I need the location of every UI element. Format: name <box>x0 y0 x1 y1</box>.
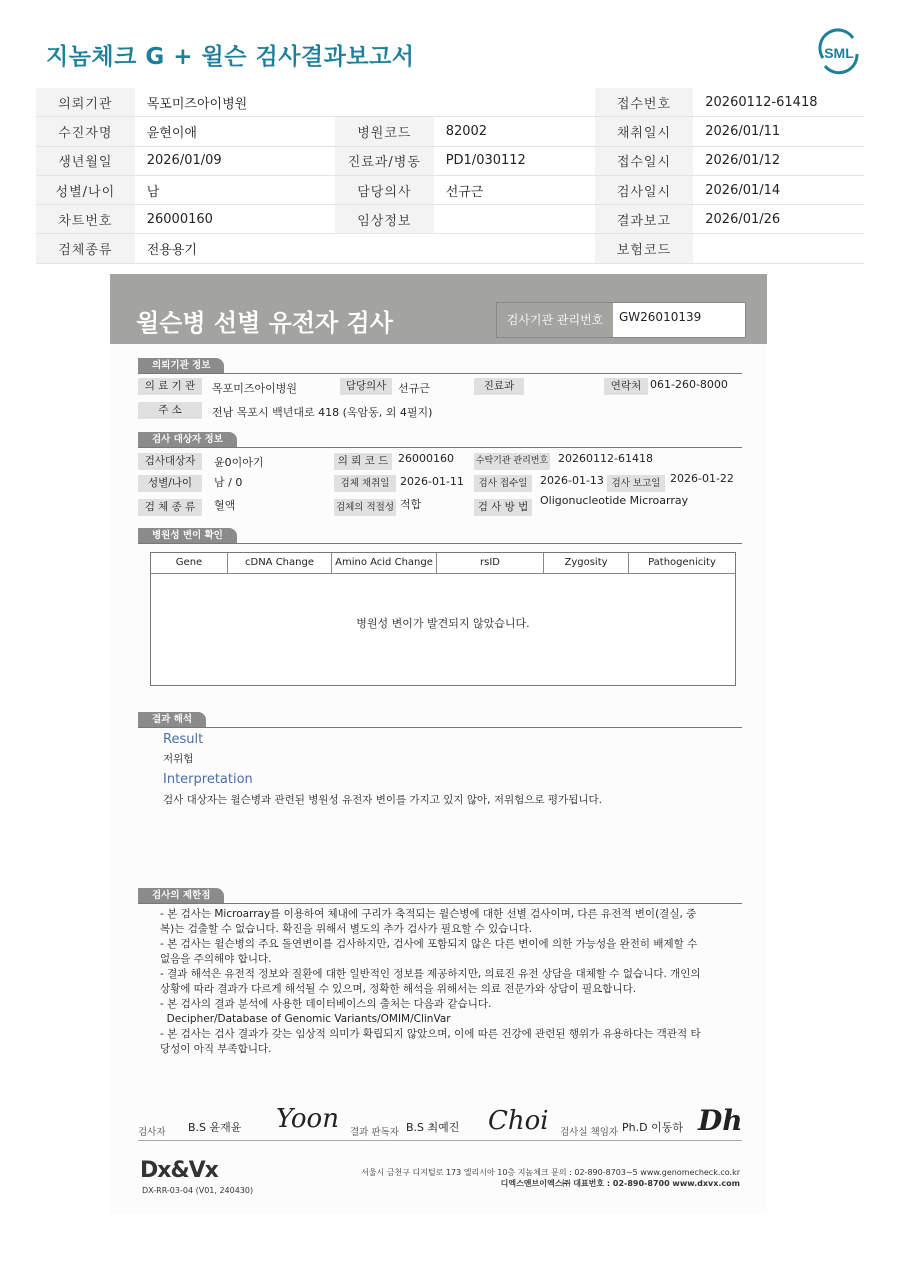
section-interpretation: 결과 해석 <box>138 712 206 727</box>
column-header: Gene <box>151 553 228 574</box>
header-value: PD1/030112 <box>434 146 595 175</box>
column-header: rsID <box>437 553 544 574</box>
specimen-label: 검 체 종 류 <box>138 499 202 516</box>
control-number-value: GW26010139 <box>619 310 702 324</box>
no-variant-message: 병원성 변이가 발견되지 않았습니다. <box>356 617 530 630</box>
limitation-line: - 본 검사는 검사 결과가 갖는 임상적 의미가 확립되지 않았으며, 이에 따른 건강에 관련된 행위가 유용하다는 객관적 타 <box>160 1028 701 1040</box>
limitation-line: 없음을 주의해야 합니다. <box>160 953 272 965</box>
sml-logo <box>815 28 863 76</box>
header-row <box>36 205 864 234</box>
header-value: 26000160 <box>135 205 335 234</box>
section-limitations: 검사의 제한점 <box>138 888 224 903</box>
header-label: 수진자명 <box>36 117 135 146</box>
header-value: 20260112-61418 <box>693 88 864 117</box>
limitations-list <box>160 907 740 1057</box>
interpretation-text: 검사 대상자는 윌슨병과 관련된 병원성 유전자 변이를 가지고 있지 않아, 저위험으로 평가됩니다. <box>163 794 602 806</box>
header-row <box>36 117 864 146</box>
header-label: 의뢰기관 <box>36 88 135 117</box>
header-label: 접수번호 <box>595 88 694 117</box>
subject-name-label: 검사대상자 <box>138 453 202 470</box>
method-label: 검 사 방 법 <box>474 499 532 516</box>
header-row <box>36 234 864 263</box>
footer-company: 디엑스앤브이엑스㈜ 대표번호 : 02-890-8700 www.dxvx.com <box>500 1179 740 1188</box>
header-label: 성별/나이 <box>36 175 135 204</box>
header-label: 병원코드 <box>335 117 434 146</box>
section-subject: 검사 대상자 정보 <box>138 432 237 447</box>
section-divider <box>138 543 742 544</box>
header-label: 담당의사 <box>335 175 434 204</box>
tester-signature: Yoon <box>276 1104 339 1134</box>
section-divider <box>138 447 742 448</box>
subject-name: 윤0이아기 <box>214 456 264 469</box>
director-label: 검사실 책임자 <box>560 1127 619 1138</box>
sex-age-value: 남 / 0 <box>214 476 243 489</box>
header-label: 차트번호 <box>36 205 135 234</box>
header-value: 2026/01/11 <box>693 117 864 146</box>
address-value: 전남 목포시 백년대로 418 (옥암동, 외 4필지) <box>212 406 433 419</box>
section-institution: 의뢰기관 정보 <box>138 358 224 373</box>
header-value: 윤현이애 <box>135 117 335 146</box>
section-divider <box>138 903 742 904</box>
limitation-line: - 본 검사의 결과 분석에 사용한 데이터베이스의 출처는 다음과 같습니다. <box>160 998 492 1010</box>
column-header: cDNA Change <box>228 553 332 574</box>
header-value: 2026/01/12 <box>693 146 864 175</box>
contact-label: 연락처 <box>604 378 648 395</box>
interpretation-heading: Interpretation <box>163 772 253 787</box>
header-label: 생년월일 <box>36 146 135 175</box>
header-label: 보험코드 <box>595 234 694 263</box>
limitation-line: 상황에 따라 결과가 다르게 해석될 수 있으며, 정확한 해석을 위해서는 의료 전문가와 상담이 필요합니다. <box>160 983 637 995</box>
limitation-line: 당성이 아직 부족합니다. <box>160 1043 272 1055</box>
scanned-report <box>110 274 767 1214</box>
director-signature: Dh <box>698 1104 743 1137</box>
header-label: 접수일시 <box>595 146 694 175</box>
column-header: Pathogenicity <box>629 553 735 574</box>
column-header: Amino Acid Change <box>332 553 437 574</box>
header-value: 남 <box>135 175 335 204</box>
header-label: 검체종류 <box>36 234 135 263</box>
header-value: 전용용기 <box>135 234 335 263</box>
report-banner <box>110 274 767 344</box>
header-label: 검사일시 <box>595 175 694 204</box>
result-value: 저위험 <box>163 753 194 765</box>
reported-date-label: 검사 보고일 <box>607 475 665 492</box>
accept-number-label: 수탁기관 관리번호 <box>474 453 550 470</box>
specimen-value: 혈액 <box>214 499 236 512</box>
column-header: Zygosity <box>544 553 629 574</box>
doctor-name: 선규근 <box>398 382 430 395</box>
header-value <box>434 234 595 263</box>
director-name: Ph.D 이동하 <box>622 1121 683 1134</box>
limitation-line: - 본 검사는 윌슨병의 주요 돌연변이를 검사하지만, 검사에 포함되지 않은 다른 변이에 의한 가능성을 완전히 배제할 수 <box>160 938 698 950</box>
section-divider <box>138 373 742 374</box>
reader-signature: Choi <box>488 1106 549 1136</box>
tester-name: B.S 윤재윤 <box>188 1121 242 1134</box>
header-value <box>434 88 595 117</box>
received-date-label: 검사 접수일 <box>474 475 532 492</box>
collect-date-label: 검체 채취일 <box>334 475 396 492</box>
banner-title: 윌슨병 선별 유전자 검사 <box>136 309 393 337</box>
request-code-label: 의 뢰 코 드 <box>334 453 392 470</box>
limitation-line: Decipher/Database of Genomic Variants/OMIM/ClinVar <box>160 1013 451 1025</box>
variant-table <box>150 552 736 686</box>
accept-number: 20260112-61418 <box>558 452 653 465</box>
header-value: 2026/01/09 <box>135 146 335 175</box>
header-row <box>36 175 864 204</box>
header-label <box>335 234 434 263</box>
reader-name: B.S 최예진 <box>406 1121 460 1134</box>
header-label: 임상정보 <box>335 205 434 234</box>
header-value: 2026/01/14 <box>693 175 864 204</box>
report-title: 지놈체크 G + 윌슨 검사결과보고서 <box>46 44 415 70</box>
limitation-line: - 본 검사는 Microarray를 이용하여 체내에 구리가 축적되는 윌슨병에 대한 선별 검사이며, 다른 유전적 변이(결실, 중 <box>160 908 697 920</box>
dxvx-brand-logo: Dx&Vx <box>140 1158 218 1183</box>
limitation-line: 복)는 검출할 수 없습니다. 확진을 위해서 별도의 추가 검사가 필요할 수 있습니다. <box>160 923 533 935</box>
specimen-fitness: 적합 <box>400 498 422 511</box>
institution-name: 목포미즈아이병원 <box>212 382 298 395</box>
dept-label: 진료과 <box>474 378 524 395</box>
control-number-box <box>496 302 746 338</box>
specimen-fitness-label: 검체의 적절성 <box>334 499 396 516</box>
header-info-table <box>36 88 864 264</box>
header-row <box>36 88 864 117</box>
method-value: Oligonucleotide Microarray <box>540 494 689 507</box>
collect-date: 2026-01-11 <box>400 475 464 488</box>
contact-value: 061-260-8000 <box>650 378 728 391</box>
header-label: 결과보고 <box>595 205 694 234</box>
control-number-label: 검사기관 관리번호 <box>497 303 613 337</box>
header-value: 목포미즈아이병원 <box>135 88 335 117</box>
address-label: 주 소 <box>138 402 202 419</box>
section-variants: 병원성 변이 확인 <box>138 528 237 543</box>
institution-name-label: 의 료 기 관 <box>138 378 202 395</box>
header-label: 채취일시 <box>595 117 694 146</box>
header-value <box>434 205 595 234</box>
received-date: 2026-01-13 <box>540 474 604 487</box>
tester-label: 검사자 <box>138 1127 166 1138</box>
result-heading: Result <box>163 732 204 747</box>
document-code: DX-RR-03-04 (V01, 240430) <box>142 1186 254 1195</box>
limitation-line: - 결과 해석은 유전적 정보와 질환에 대한 일반적인 정보를 제공하지만, 의료진 유전 상담을 대체할 수 없습니다. 개인의 <box>160 968 701 980</box>
header-label: 진료과/병동 <box>335 146 434 175</box>
doctor-label: 담당의사 <box>340 378 392 395</box>
reader-label: 결과 판독자 <box>350 1127 399 1138</box>
sex-age-label: 성별/나이 <box>138 475 202 492</box>
request-code: 26000160 <box>398 452 454 465</box>
header-label <box>335 88 434 117</box>
header-value: 82002 <box>434 117 595 146</box>
signature-divider <box>138 1140 742 1141</box>
section-divider <box>138 727 742 728</box>
header-value: 선규근 <box>434 175 595 204</box>
reported-date: 2026-01-22 <box>670 472 734 485</box>
logo-text: SML <box>824 45 854 61</box>
header-value <box>693 234 864 263</box>
header-value: 2026/01/26 <box>693 205 864 234</box>
header-row <box>36 146 864 175</box>
footer-address: 서울시 금천구 디지털로 173 엘리시아 10층 지놈체크 문의 : 02-890-8703~5 www.genomecheck.co.kr <box>361 1168 740 1177</box>
